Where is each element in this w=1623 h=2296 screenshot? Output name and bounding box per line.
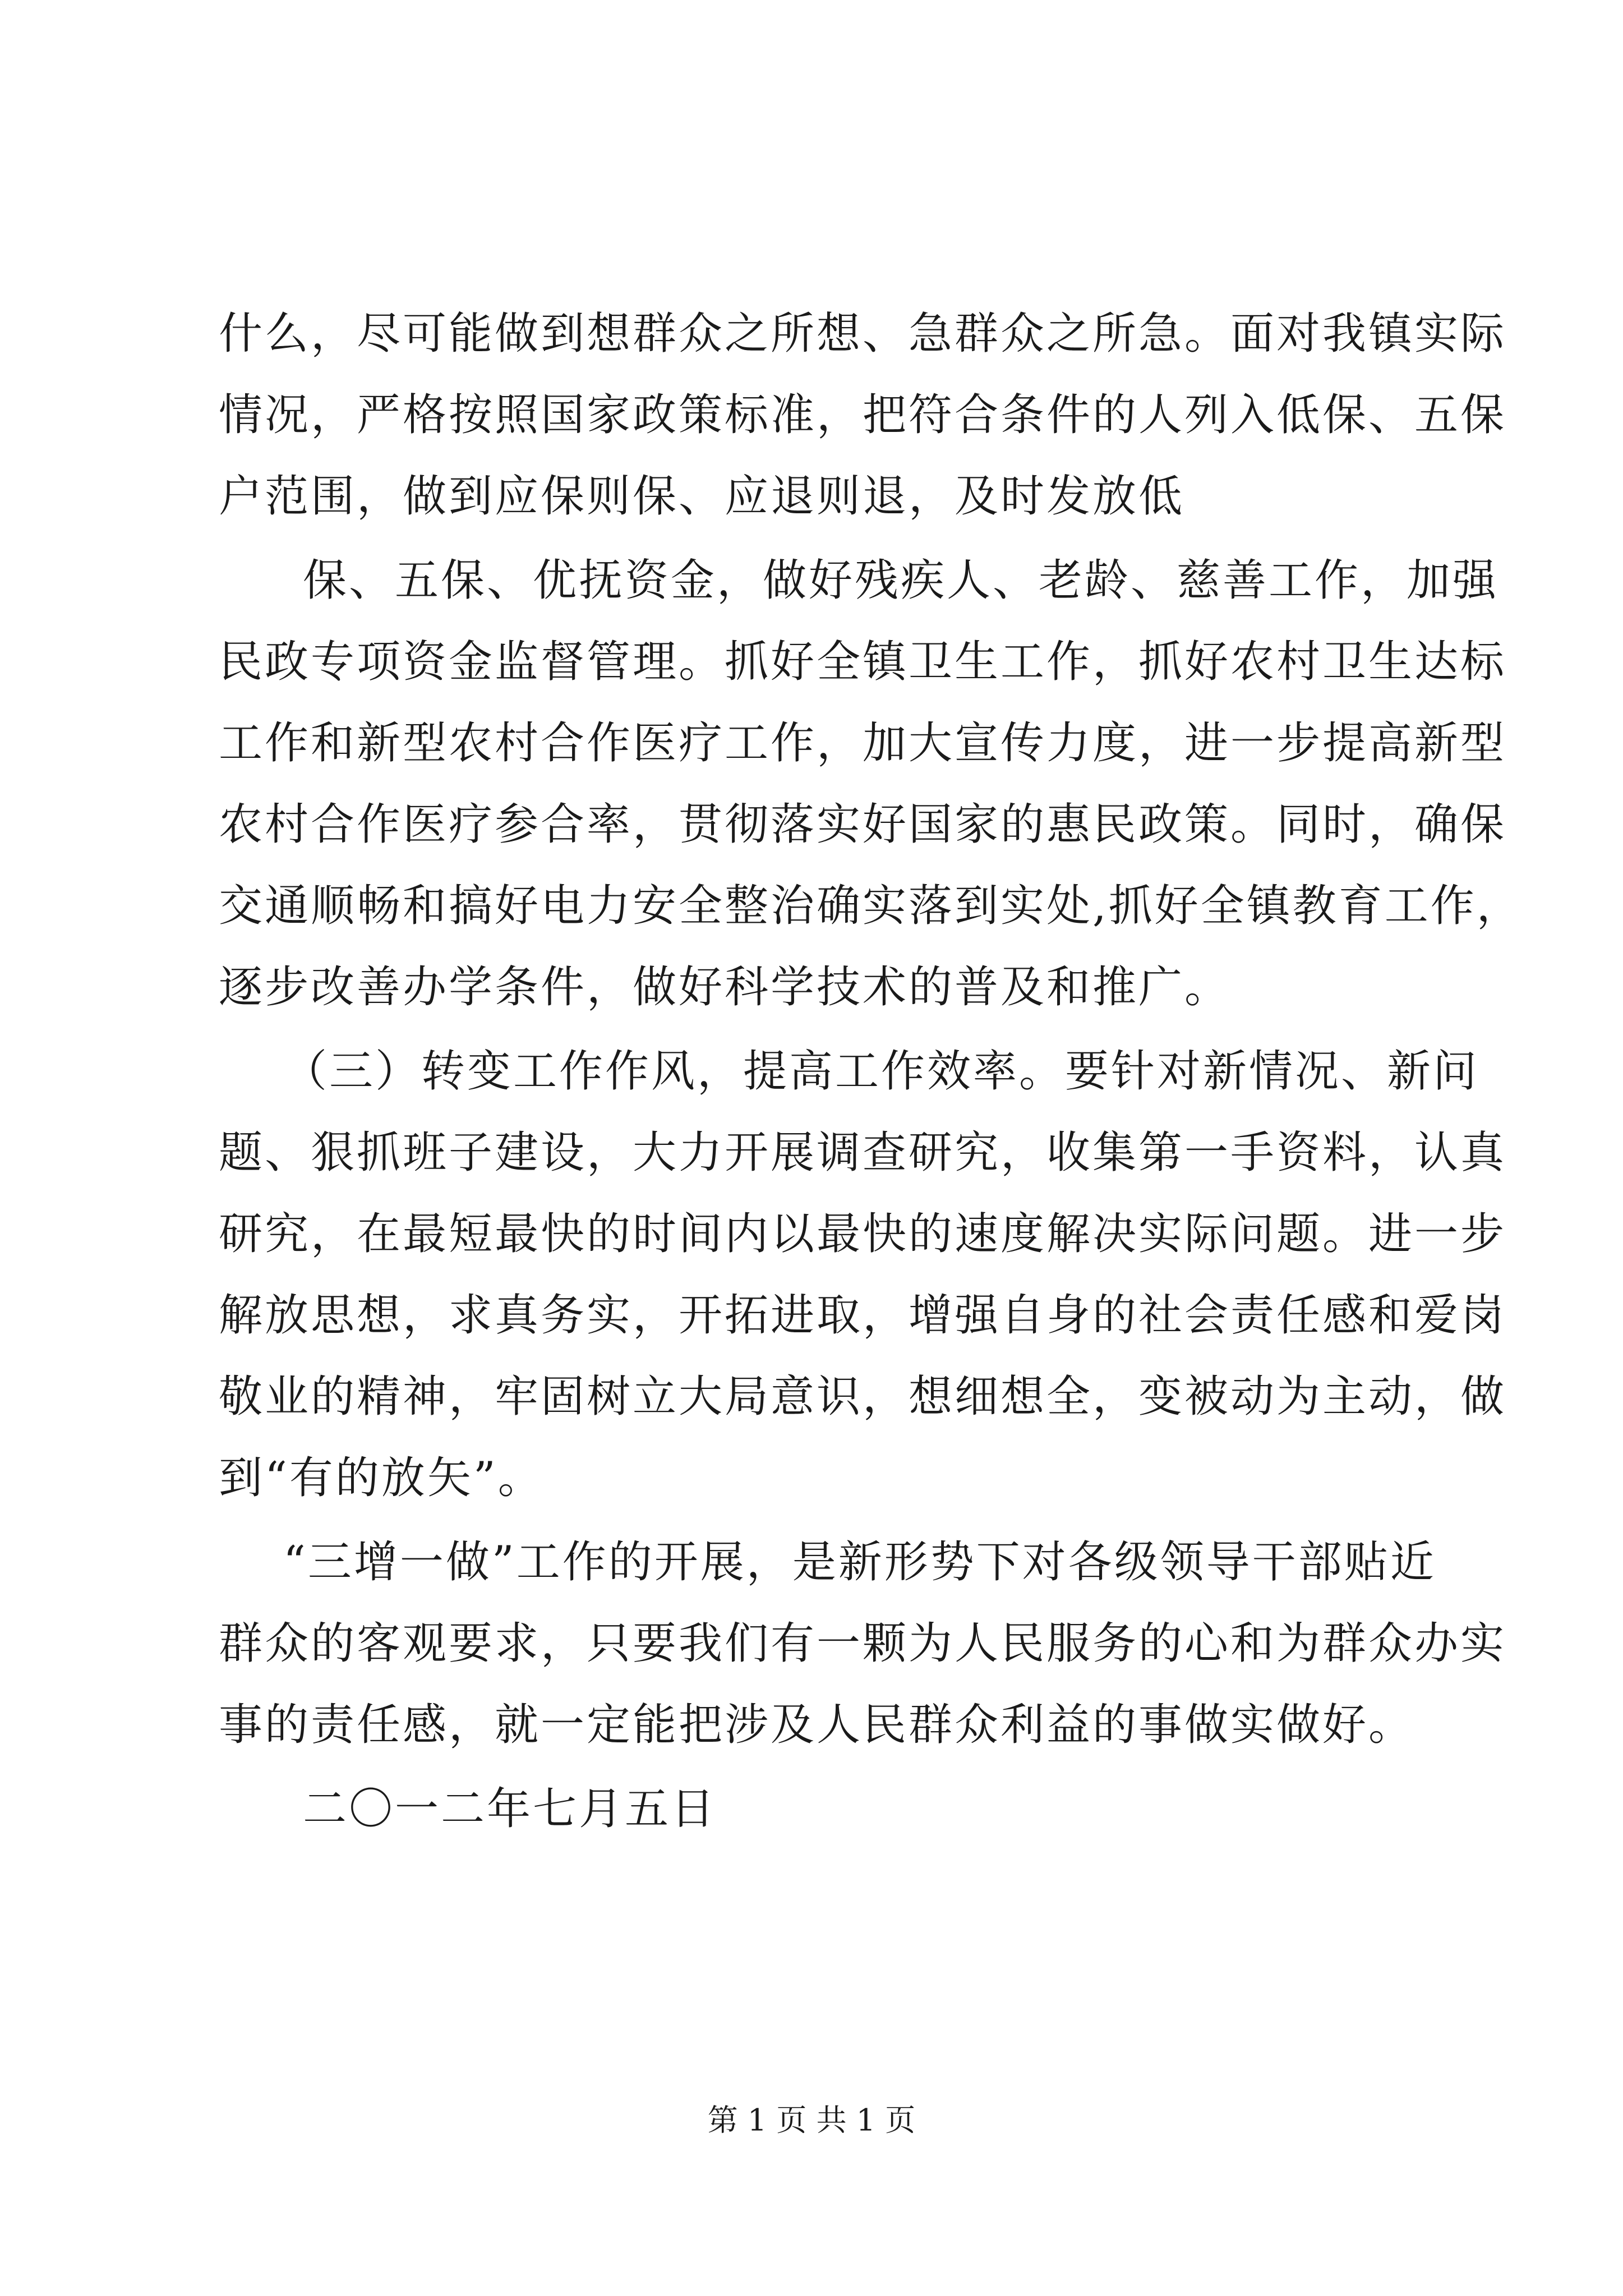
text-line: 交通顺畅和搞好电力安全整治确实落到实处,抓好全镇教育工作， xyxy=(219,881,1523,931)
text-line: 到“有的放矢”。 xyxy=(219,1453,544,1503)
text-line: 逐步改善办学条件，做好科学技术的普及和推广。 xyxy=(219,962,1231,1013)
text-line: 解放思想，求真务实，开拓进取，增强自身的社会责任感和爱岗 xyxy=(219,1290,1507,1341)
text-line: 研究，在最短最快的时间内以最快的速度解决实际问题。进一步 xyxy=(219,1209,1507,1259)
text-line: 户范围，做到应保则保、应退则退，及时发放低 xyxy=(219,471,1185,522)
text-line: 题、狠抓班子建设，大力开展调查研究，收集第一手资料，认真 xyxy=(219,1128,1507,1178)
text-line: 事的责任感，就一定能把涉及人民群众利益的事做实做好。 xyxy=(219,1700,1415,1750)
text-line: 民政专项资金监督管理。抓好全镇卫生工作，抓好农村卫生达标 xyxy=(219,637,1507,687)
text-line: 保、五保、优抚资金，做好残疾人、老龄、慈善工作，加强 xyxy=(303,555,1499,606)
text-line: 群众的客观要求，只要我们有一颗为人民服务的心和为群众办实 xyxy=(219,1618,1507,1669)
text-line: （三）转变工作作风，提高工作效率。要针对新情况、新问 xyxy=(283,1046,1479,1097)
text-line: “三增一做”工作的开展，是新形势下对各级领导干部贴近 xyxy=(283,1537,1436,1588)
text-line: 敬业的精神，牢固树立大局意识，想细想全，变被动为主动，做 xyxy=(219,1372,1507,1422)
text-line: 什么，尽可能做到想群众之所想、急群众之所急。面对我镇实际 xyxy=(219,309,1507,359)
text-line: 工作和新型农村合作医疗工作，加大宣传力度，进一步提高新型 xyxy=(219,718,1507,769)
page-number-footer: 第 1 页 共 1 页 xyxy=(707,2102,916,2138)
date-line: 二〇一二年七月五日 xyxy=(303,1784,717,1834)
text-line: 农村合作医疗参合率，贯彻落实好国家的惠民政策。同时，确保 xyxy=(219,799,1507,850)
text-line: 情况，严格按照国家政策标准，把符合条件的人列入低保、五保 xyxy=(219,390,1507,440)
